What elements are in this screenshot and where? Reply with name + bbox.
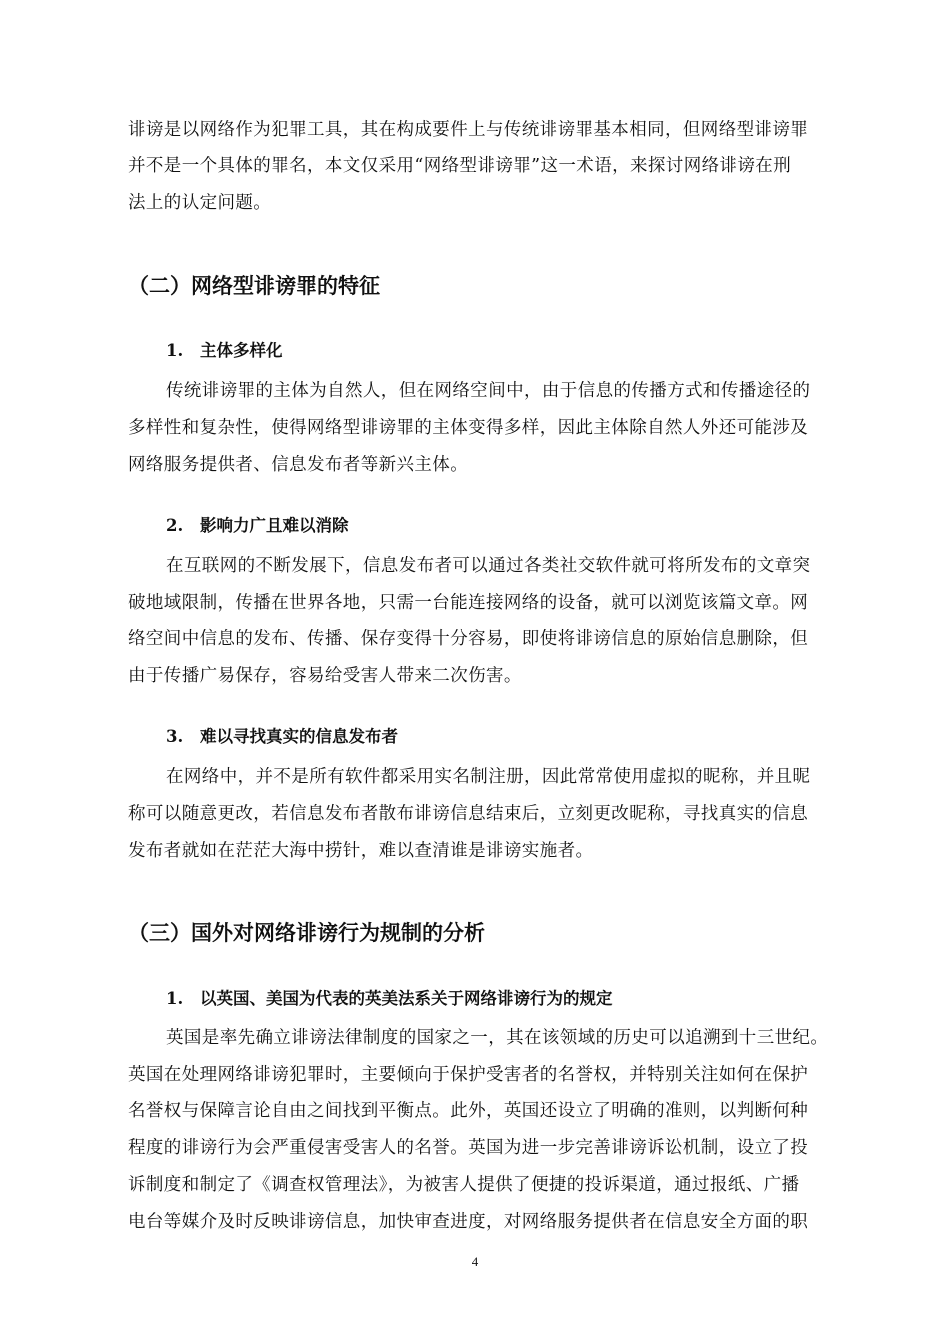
subsection-heading <box>166 985 613 1009</box>
subsection-title: 主体多样化 <box>200 341 283 360</box>
paragraph-line: 传统诽谤罪的主体为自然人，但在网络空间中，由于信息的传播方式和传播途径的 <box>166 381 811 401</box>
paragraph-line: 多样性和复杂性，使得网络型诽谤罪的主体变得多样，因此主体除自然人外还可能涉及 <box>128 418 809 438</box>
paragraph-line: 破地域限制，传播在世界各地，只需一台能连接网络的设备，就可以浏览该篇文章。网 <box>128 593 809 613</box>
paragraph-line: 英国是率先确立诽谤法律制度的国家之一，其在该领域的历史可以追溯到十三世纪。 <box>166 1028 829 1048</box>
subsection-title: 影响力广且难以消除 <box>200 516 349 535</box>
paragraph-line: 称可以随意更改，若信息发布者散布诽谤信息结束后，立刻更改昵称，寻找真实的信息 <box>128 804 809 824</box>
subsection-title: 难以寻找真实的信息发布者 <box>200 727 398 746</box>
paragraph-line: 由于传播广易保存，容易给受害人带来二次伤害。 <box>128 666 522 686</box>
paragraph-line: 诽谤是以网络作为犯罪工具，其在构成要件上与传统诽谤罪基本相同，但网络型诽谤罪 <box>128 120 809 140</box>
paragraph-line: 在网络中，并不是所有软件都采用实名制注册，因此常常使用虚拟的昵称，并且昵 <box>166 767 811 787</box>
subsection-heading <box>166 723 398 747</box>
paragraph-line: 并不是一个具体的罪名，本文仅采用“网络型诽谤罪”这一术语，来探讨网络诽谤在刑 <box>128 156 792 176</box>
paragraph-line: 电台等媒介及时反映诽谤信息，加快审查进度，对网络服务提供者在信息安全方面的职 <box>128 1212 809 1232</box>
paragraph-line: 络空间中信息的发布、传播、保存变得十分容易，即使将诽谤信息的原始信息删除，但 <box>128 629 809 649</box>
paragraph-line: 网络服务提供者、信息发布者等新兴主体。 <box>128 455 469 475</box>
paragraph-line: 在互联网的不断发展下，信息发布者可以通过各类社交软件就可将所发布的文章突 <box>166 556 811 576</box>
subsection-title: 以英国、美国为代表的英美法系关于网络诽谤行为的规定 <box>200 989 613 1008</box>
paragraph-line: 程度的诽谤行为会严重侵害受害人的名誉。英国为进一步完善诽谤诉讼机制，设立了投 <box>128 1138 809 1158</box>
subsection-heading <box>166 512 349 536</box>
subsection-number: 1. <box>166 341 184 360</box>
paragraph-line: 名誉权与保障言论自由之间找到平衡点。此外，英国还设立了明确的准则，以判断何种 <box>128 1101 809 1121</box>
section-heading: （三）国外对网络诽谤行为规制的分析 <box>128 921 485 945</box>
page-number: 4 <box>471 1254 479 1269</box>
subsection-number: 3. <box>166 727 184 746</box>
subsection-number: 2. <box>166 516 184 535</box>
subsection-heading <box>166 337 283 361</box>
paragraph-line: 诉制度和制定了《调查权管理法》，为被害人提供了便捷的投诉渠道，通过报纸、广播 <box>128 1175 800 1195</box>
paragraph-line: 法上的认定问题。 <box>128 193 272 213</box>
subsection-number: 1. <box>166 989 184 1008</box>
paragraph-line: 英国在处理网络诽谤犯罪时，主要倾向于保护受害者的名誉权，并特别关注如何在保护 <box>128 1065 809 1085</box>
paragraph-line: 发布者就如在茫茫大海中捞针，难以查清谁是诽谤实施者。 <box>128 841 594 861</box>
section-heading: （二）网络型诽谤罪的特征 <box>128 274 380 298</box>
